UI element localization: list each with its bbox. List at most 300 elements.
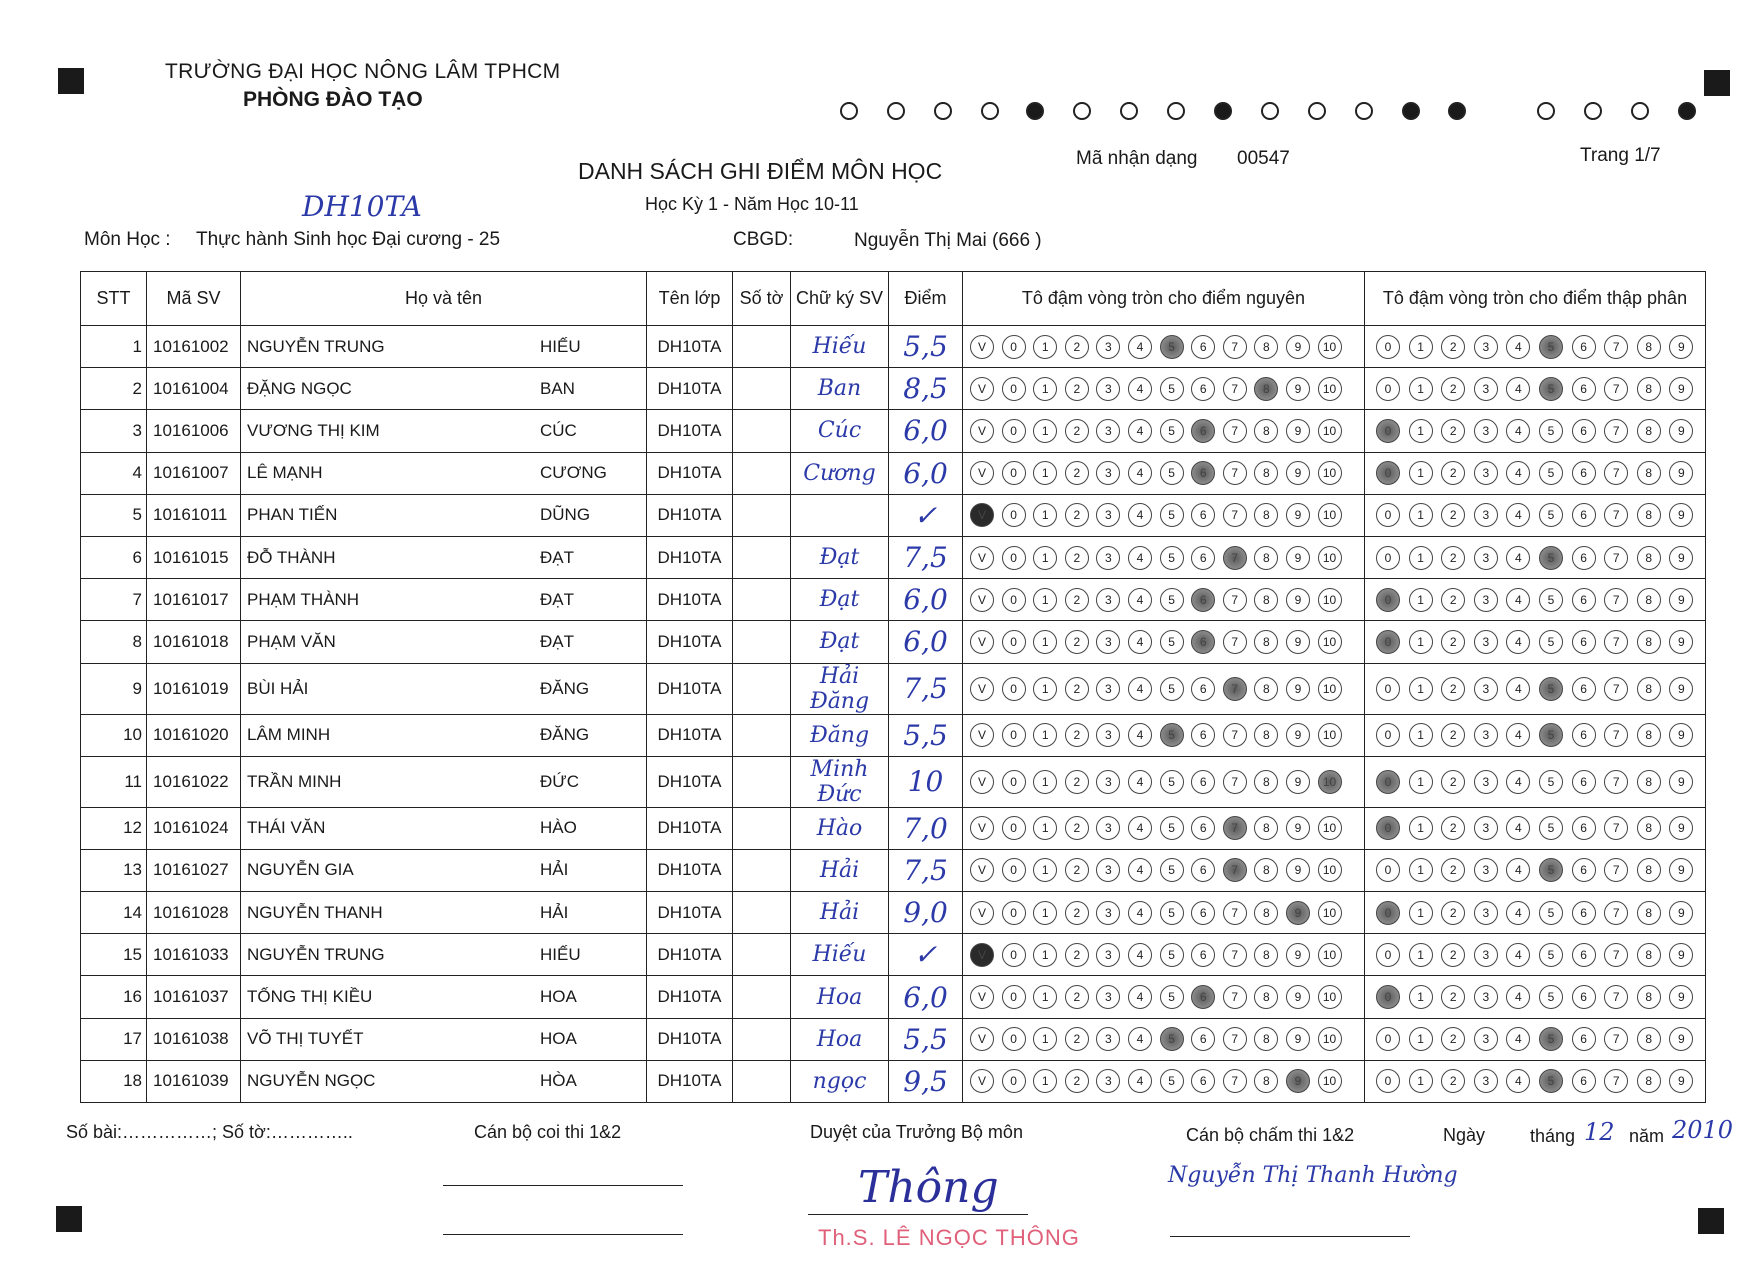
integer-bubble-5[interactable]: 5: [1160, 723, 1184, 747]
integer-bubble-6[interactable]: 6: [1191, 461, 1215, 485]
integer-bubble-5[interactable]: 5: [1160, 377, 1184, 401]
integer-bubble-5[interactable]: 5: [1160, 677, 1184, 701]
decimal-bubble-4[interactable]: 4: [1506, 335, 1530, 359]
integer-bubble-V[interactable]: V: [970, 901, 994, 925]
integer-bubble-10[interactable]: 10: [1318, 901, 1342, 925]
integer-bubble-3[interactable]: 3: [1096, 377, 1120, 401]
integer-bubble-7[interactable]: 7: [1223, 335, 1247, 359]
decimal-bubble-8[interactable]: 8: [1637, 723, 1661, 747]
integer-bubble-5[interactable]: 5: [1160, 1027, 1184, 1051]
decimal-bubble-1[interactable]: 1: [1409, 1027, 1433, 1051]
integer-bubble-4[interactable]: 4: [1128, 546, 1152, 570]
integer-bubble-6[interactable]: 6: [1191, 858, 1215, 882]
decimal-bubble-5[interactable]: 5: [1539, 985, 1563, 1009]
decimal-bubble-5[interactable]: 5: [1539, 588, 1563, 612]
decimal-bubble-1[interactable]: 1: [1409, 677, 1433, 701]
decimal-bubble-7[interactable]: 7: [1604, 770, 1628, 794]
decimal-bubble-4[interactable]: 4: [1506, 588, 1530, 612]
integer-bubble-7[interactable]: 7: [1223, 677, 1247, 701]
decimal-bubble-9[interactable]: 9: [1669, 461, 1693, 485]
integer-bubble-2[interactable]: 2: [1065, 335, 1089, 359]
decimal-bubble-8[interactable]: 8: [1637, 335, 1661, 359]
decimal-bubble-5[interactable]: 5: [1539, 858, 1563, 882]
decimal-bubble-0[interactable]: 0: [1376, 588, 1400, 612]
decimal-bubble-0[interactable]: 0: [1376, 943, 1400, 967]
integer-bubble-8[interactable]: 8: [1254, 901, 1278, 925]
decimal-bubble-7[interactable]: 7: [1604, 377, 1628, 401]
decimal-bubble-3[interactable]: 3: [1474, 985, 1498, 1009]
integer-bubble-2[interactable]: 2: [1065, 546, 1089, 570]
integer-bubble-7[interactable]: 7: [1223, 419, 1247, 443]
decimal-bubble-4[interactable]: 4: [1506, 677, 1530, 701]
decimal-bubble-9[interactable]: 9: [1669, 858, 1693, 882]
integer-bubble-0[interactable]: 0: [1002, 677, 1026, 701]
integer-bubble-V[interactable]: V: [970, 377, 994, 401]
integer-bubble-5[interactable]: 5: [1160, 770, 1184, 794]
decimal-bubble-1[interactable]: 1: [1409, 901, 1433, 925]
integer-bubble-7[interactable]: 7: [1223, 503, 1247, 527]
decimal-bubble-2[interactable]: 2: [1441, 546, 1465, 570]
integer-bubble-0[interactable]: 0: [1002, 546, 1026, 570]
integer-bubble-3[interactable]: 3: [1096, 503, 1120, 527]
decimal-bubble-0[interactable]: 0: [1376, 630, 1400, 654]
decimal-bubble-9[interactable]: 9: [1669, 419, 1693, 443]
integer-bubble-2[interactable]: 2: [1065, 461, 1089, 485]
integer-bubble-2[interactable]: 2: [1065, 723, 1089, 747]
integer-bubble-7[interactable]: 7: [1223, 588, 1247, 612]
decimal-bubble-3[interactable]: 3: [1474, 377, 1498, 401]
decimal-bubble-5[interactable]: 5: [1539, 1069, 1563, 1093]
decimal-bubble-0[interactable]: 0: [1376, 503, 1400, 527]
integer-bubble-2[interactable]: 2: [1065, 858, 1089, 882]
integer-bubble-5[interactable]: 5: [1160, 419, 1184, 443]
decimal-bubble-7[interactable]: 7: [1604, 461, 1628, 485]
decimal-bubble-8[interactable]: 8: [1637, 943, 1661, 967]
decimal-bubble-1[interactable]: 1: [1409, 503, 1433, 527]
integer-bubble-8[interactable]: 8: [1254, 335, 1278, 359]
decimal-bubble-7[interactable]: 7: [1604, 546, 1628, 570]
integer-bubble-6[interactable]: 6: [1191, 677, 1215, 701]
decimal-bubble-7[interactable]: 7: [1604, 588, 1628, 612]
integer-bubble-7[interactable]: 7: [1223, 461, 1247, 485]
decimal-bubble-4[interactable]: 4: [1506, 858, 1530, 882]
integer-bubble-10[interactable]: 10: [1318, 1069, 1342, 1093]
integer-bubble-5[interactable]: 5: [1160, 630, 1184, 654]
decimal-bubble-8[interactable]: 8: [1637, 588, 1661, 612]
decimal-bubble-3[interactable]: 3: [1474, 770, 1498, 794]
decimal-bubble-1[interactable]: 1: [1409, 461, 1433, 485]
integer-bubble-6[interactable]: 6: [1191, 943, 1215, 967]
integer-bubble-2[interactable]: 2: [1065, 816, 1089, 840]
decimal-bubble-0[interactable]: 0: [1376, 901, 1400, 925]
integer-bubble-5[interactable]: 5: [1160, 1069, 1184, 1093]
integer-bubble-V[interactable]: V: [970, 723, 994, 747]
integer-bubble-0[interactable]: 0: [1002, 377, 1026, 401]
decimal-bubble-3[interactable]: 3: [1474, 943, 1498, 967]
decimal-bubble-3[interactable]: 3: [1474, 419, 1498, 443]
decimal-bubble-3[interactable]: 3: [1474, 1069, 1498, 1093]
integer-bubble-3[interactable]: 3: [1096, 723, 1120, 747]
integer-bubble-8[interactable]: 8: [1254, 723, 1278, 747]
integer-bubble-V[interactable]: V: [970, 1069, 994, 1093]
integer-bubble-V[interactable]: V: [970, 503, 994, 527]
integer-bubble-4[interactable]: 4: [1128, 377, 1152, 401]
decimal-bubble-3[interactable]: 3: [1474, 503, 1498, 527]
integer-bubble-2[interactable]: 2: [1065, 588, 1089, 612]
decimal-bubble-2[interactable]: 2: [1441, 770, 1465, 794]
decimal-bubble-9[interactable]: 9: [1669, 588, 1693, 612]
integer-bubble-2[interactable]: 2: [1065, 943, 1089, 967]
integer-bubble-3[interactable]: 3: [1096, 901, 1120, 925]
integer-bubble-8[interactable]: 8: [1254, 588, 1278, 612]
decimal-bubble-1[interactable]: 1: [1409, 335, 1433, 359]
decimal-bubble-3[interactable]: 3: [1474, 816, 1498, 840]
decimal-bubble-5[interactable]: 5: [1539, 1027, 1563, 1051]
decimal-bubble-2[interactable]: 2: [1441, 630, 1465, 654]
integer-bubble-V[interactable]: V: [970, 335, 994, 359]
decimal-bubble-3[interactable]: 3: [1474, 858, 1498, 882]
integer-bubble-3[interactable]: 3: [1096, 461, 1120, 485]
decimal-bubble-8[interactable]: 8: [1637, 461, 1661, 485]
integer-bubble-9[interactable]: 9: [1286, 419, 1310, 443]
integer-bubble-1[interactable]: 1: [1033, 723, 1057, 747]
integer-bubble-2[interactable]: 2: [1065, 770, 1089, 794]
integer-bubble-7[interactable]: 7: [1223, 943, 1247, 967]
integer-bubble-8[interactable]: 8: [1254, 943, 1278, 967]
decimal-bubble-7[interactable]: 7: [1604, 1069, 1628, 1093]
integer-bubble-3[interactable]: 3: [1096, 1027, 1120, 1051]
integer-bubble-7[interactable]: 7: [1223, 985, 1247, 1009]
integer-bubble-1[interactable]: 1: [1033, 377, 1057, 401]
integer-bubble-0[interactable]: 0: [1002, 419, 1026, 443]
integer-bubble-0[interactable]: 0: [1002, 1027, 1026, 1051]
integer-bubble-5[interactable]: 5: [1160, 901, 1184, 925]
decimal-bubble-2[interactable]: 2: [1441, 419, 1465, 443]
integer-bubble-0[interactable]: 0: [1002, 461, 1026, 485]
integer-bubble-2[interactable]: 2: [1065, 503, 1089, 527]
decimal-bubble-3[interactable]: 3: [1474, 588, 1498, 612]
integer-bubble-3[interactable]: 3: [1096, 419, 1120, 443]
integer-bubble-8[interactable]: 8: [1254, 503, 1278, 527]
decimal-bubble-9[interactable]: 9: [1669, 943, 1693, 967]
integer-bubble-0[interactable]: 0: [1002, 816, 1026, 840]
decimal-bubble-6[interactable]: 6: [1572, 723, 1596, 747]
integer-bubble-6[interactable]: 6: [1191, 770, 1215, 794]
integer-bubble-V[interactable]: V: [970, 985, 994, 1009]
decimal-bubble-2[interactable]: 2: [1441, 985, 1465, 1009]
integer-bubble-10[interactable]: 10: [1318, 546, 1342, 570]
integer-bubble-V[interactable]: V: [970, 943, 994, 967]
decimal-bubble-2[interactable]: 2: [1441, 943, 1465, 967]
decimal-bubble-4[interactable]: 4: [1506, 816, 1530, 840]
decimal-bubble-4[interactable]: 4: [1506, 419, 1530, 443]
decimal-bubble-4[interactable]: 4: [1506, 630, 1530, 654]
integer-bubble-9[interactable]: 9: [1286, 630, 1310, 654]
decimal-bubble-9[interactable]: 9: [1669, 770, 1693, 794]
decimal-bubble-2[interactable]: 2: [1441, 1027, 1465, 1051]
decimal-bubble-0[interactable]: 0: [1376, 461, 1400, 485]
decimal-bubble-0[interactable]: 0: [1376, 677, 1400, 701]
integer-bubble-6[interactable]: 6: [1191, 985, 1215, 1009]
decimal-bubble-7[interactable]: 7: [1604, 816, 1628, 840]
decimal-bubble-9[interactable]: 9: [1669, 901, 1693, 925]
integer-bubble-1[interactable]: 1: [1033, 546, 1057, 570]
integer-bubble-V[interactable]: V: [970, 816, 994, 840]
integer-bubble-5[interactable]: 5: [1160, 546, 1184, 570]
decimal-bubble-6[interactable]: 6: [1572, 770, 1596, 794]
integer-bubble-V[interactable]: V: [970, 770, 994, 794]
integer-bubble-4[interactable]: 4: [1128, 588, 1152, 612]
integer-bubble-1[interactable]: 1: [1033, 770, 1057, 794]
integer-bubble-6[interactable]: 6: [1191, 630, 1215, 654]
integer-bubble-2[interactable]: 2: [1065, 630, 1089, 654]
integer-bubble-10[interactable]: 10: [1318, 677, 1342, 701]
integer-bubble-9[interactable]: 9: [1286, 1069, 1310, 1093]
decimal-bubble-6[interactable]: 6: [1572, 985, 1596, 1009]
integer-bubble-2[interactable]: 2: [1065, 1069, 1089, 1093]
integer-bubble-4[interactable]: 4: [1128, 1027, 1152, 1051]
integer-bubble-3[interactable]: 3: [1096, 546, 1120, 570]
decimal-bubble-8[interactable]: 8: [1637, 377, 1661, 401]
decimal-bubble-3[interactable]: 3: [1474, 335, 1498, 359]
integer-bubble-9[interactable]: 9: [1286, 858, 1310, 882]
integer-bubble-10[interactable]: 10: [1318, 816, 1342, 840]
integer-bubble-V[interactable]: V: [970, 630, 994, 654]
integer-bubble-2[interactable]: 2: [1065, 419, 1089, 443]
decimal-bubble-9[interactable]: 9: [1669, 816, 1693, 840]
integer-bubble-5[interactable]: 5: [1160, 503, 1184, 527]
integer-bubble-6[interactable]: 6: [1191, 901, 1215, 925]
integer-bubble-4[interactable]: 4: [1128, 985, 1152, 1009]
integer-bubble-5[interactable]: 5: [1160, 943, 1184, 967]
decimal-bubble-8[interactable]: 8: [1637, 503, 1661, 527]
decimal-bubble-6[interactable]: 6: [1572, 1069, 1596, 1093]
decimal-bubble-7[interactable]: 7: [1604, 901, 1628, 925]
integer-bubble-3[interactable]: 3: [1096, 816, 1120, 840]
integer-bubble-1[interactable]: 1: [1033, 503, 1057, 527]
decimal-bubble-3[interactable]: 3: [1474, 901, 1498, 925]
decimal-bubble-5[interactable]: 5: [1539, 630, 1563, 654]
decimal-bubble-6[interactable]: 6: [1572, 858, 1596, 882]
integer-bubble-4[interactable]: 4: [1128, 461, 1152, 485]
decimal-bubble-3[interactable]: 3: [1474, 677, 1498, 701]
decimal-bubble-8[interactable]: 8: [1637, 630, 1661, 654]
decimal-bubble-1[interactable]: 1: [1409, 588, 1433, 612]
decimal-bubble-2[interactable]: 2: [1441, 335, 1465, 359]
decimal-bubble-7[interactable]: 7: [1604, 503, 1628, 527]
integer-bubble-V[interactable]: V: [970, 461, 994, 485]
integer-bubble-4[interactable]: 4: [1128, 723, 1152, 747]
decimal-bubble-2[interactable]: 2: [1441, 1069, 1465, 1093]
integer-bubble-0[interactable]: 0: [1002, 858, 1026, 882]
integer-bubble-9[interactable]: 9: [1286, 377, 1310, 401]
decimal-bubble-5[interactable]: 5: [1539, 335, 1563, 359]
integer-bubble-1[interactable]: 1: [1033, 630, 1057, 654]
decimal-bubble-3[interactable]: 3: [1474, 546, 1498, 570]
decimal-bubble-6[interactable]: 6: [1572, 1027, 1596, 1051]
integer-bubble-8[interactable]: 8: [1254, 1027, 1278, 1051]
integer-bubble-10[interactable]: 10: [1318, 377, 1342, 401]
integer-bubble-3[interactable]: 3: [1096, 943, 1120, 967]
integer-bubble-7[interactable]: 7: [1223, 858, 1247, 882]
integer-bubble-V[interactable]: V: [970, 546, 994, 570]
decimal-bubble-2[interactable]: 2: [1441, 461, 1465, 485]
decimal-bubble-1[interactable]: 1: [1409, 770, 1433, 794]
integer-bubble-5[interactable]: 5: [1160, 816, 1184, 840]
decimal-bubble-3[interactable]: 3: [1474, 723, 1498, 747]
integer-bubble-4[interactable]: 4: [1128, 901, 1152, 925]
integer-bubble-V[interactable]: V: [970, 588, 994, 612]
decimal-bubble-1[interactable]: 1: [1409, 985, 1433, 1009]
integer-bubble-7[interactable]: 7: [1223, 630, 1247, 654]
integer-bubble-8[interactable]: 8: [1254, 770, 1278, 794]
decimal-bubble-8[interactable]: 8: [1637, 858, 1661, 882]
decimal-bubble-9[interactable]: 9: [1669, 1069, 1693, 1093]
integer-bubble-0[interactable]: 0: [1002, 985, 1026, 1009]
integer-bubble-9[interactable]: 9: [1286, 770, 1310, 794]
integer-bubble-6[interactable]: 6: [1191, 335, 1215, 359]
decimal-bubble-9[interactable]: 9: [1669, 377, 1693, 401]
decimal-bubble-7[interactable]: 7: [1604, 1027, 1628, 1051]
decimal-bubble-6[interactable]: 6: [1572, 816, 1596, 840]
integer-bubble-3[interactable]: 3: [1096, 335, 1120, 359]
integer-bubble-7[interactable]: 7: [1223, 1069, 1247, 1093]
decimal-bubble-1[interactable]: 1: [1409, 1069, 1433, 1093]
integer-bubble-1[interactable]: 1: [1033, 1069, 1057, 1093]
integer-bubble-6[interactable]: 6: [1191, 546, 1215, 570]
integer-bubble-8[interactable]: 8: [1254, 546, 1278, 570]
integer-bubble-0[interactable]: 0: [1002, 503, 1026, 527]
integer-bubble-9[interactable]: 9: [1286, 546, 1310, 570]
integer-bubble-4[interactable]: 4: [1128, 943, 1152, 967]
integer-bubble-9[interactable]: 9: [1286, 985, 1310, 1009]
decimal-bubble-7[interactable]: 7: [1604, 335, 1628, 359]
integer-bubble-1[interactable]: 1: [1033, 461, 1057, 485]
decimal-bubble-5[interactable]: 5: [1539, 503, 1563, 527]
decimal-bubble-4[interactable]: 4: [1506, 1027, 1530, 1051]
integer-bubble-1[interactable]: 1: [1033, 985, 1057, 1009]
integer-bubble-9[interactable]: 9: [1286, 943, 1310, 967]
decimal-bubble-3[interactable]: 3: [1474, 630, 1498, 654]
decimal-bubble-9[interactable]: 9: [1669, 503, 1693, 527]
integer-bubble-9[interactable]: 9: [1286, 335, 1310, 359]
integer-bubble-4[interactable]: 4: [1128, 1069, 1152, 1093]
integer-bubble-7[interactable]: 7: [1223, 770, 1247, 794]
decimal-bubble-5[interactable]: 5: [1539, 723, 1563, 747]
decimal-bubble-4[interactable]: 4: [1506, 377, 1530, 401]
integer-bubble-4[interactable]: 4: [1128, 503, 1152, 527]
integer-bubble-7[interactable]: 7: [1223, 546, 1247, 570]
decimal-bubble-0[interactable]: 0: [1376, 723, 1400, 747]
decimal-bubble-4[interactable]: 4: [1506, 723, 1530, 747]
integer-bubble-6[interactable]: 6: [1191, 419, 1215, 443]
decimal-bubble-6[interactable]: 6: [1572, 503, 1596, 527]
decimal-bubble-0[interactable]: 0: [1376, 858, 1400, 882]
integer-bubble-7[interactable]: 7: [1223, 816, 1247, 840]
decimal-bubble-3[interactable]: 3: [1474, 1027, 1498, 1051]
decimal-bubble-4[interactable]: 4: [1506, 461, 1530, 485]
integer-bubble-6[interactable]: 6: [1191, 1027, 1215, 1051]
integer-bubble-9[interactable]: 9: [1286, 461, 1310, 485]
integer-bubble-1[interactable]: 1: [1033, 677, 1057, 701]
decimal-bubble-0[interactable]: 0: [1376, 335, 1400, 359]
decimal-bubble-5[interactable]: 5: [1539, 770, 1563, 794]
decimal-bubble-9[interactable]: 9: [1669, 630, 1693, 654]
integer-bubble-4[interactable]: 4: [1128, 816, 1152, 840]
integer-bubble-6[interactable]: 6: [1191, 588, 1215, 612]
decimal-bubble-7[interactable]: 7: [1604, 943, 1628, 967]
integer-bubble-0[interactable]: 0: [1002, 943, 1026, 967]
integer-bubble-2[interactable]: 2: [1065, 901, 1089, 925]
integer-bubble-1[interactable]: 1: [1033, 858, 1057, 882]
integer-bubble-1[interactable]: 1: [1033, 1027, 1057, 1051]
decimal-bubble-2[interactable]: 2: [1441, 677, 1465, 701]
decimal-bubble-9[interactable]: 9: [1669, 677, 1693, 701]
decimal-bubble-7[interactable]: 7: [1604, 858, 1628, 882]
decimal-bubble-9[interactable]: 9: [1669, 985, 1693, 1009]
decimal-bubble-9[interactable]: 9: [1669, 723, 1693, 747]
integer-bubble-10[interactable]: 10: [1318, 770, 1342, 794]
integer-bubble-2[interactable]: 2: [1065, 377, 1089, 401]
integer-bubble-9[interactable]: 9: [1286, 588, 1310, 612]
decimal-bubble-6[interactable]: 6: [1572, 677, 1596, 701]
integer-bubble-4[interactable]: 4: [1128, 770, 1152, 794]
decimal-bubble-0[interactable]: 0: [1376, 377, 1400, 401]
decimal-bubble-6[interactable]: 6: [1572, 901, 1596, 925]
integer-bubble-10[interactable]: 10: [1318, 723, 1342, 747]
decimal-bubble-6[interactable]: 6: [1572, 461, 1596, 485]
decimal-bubble-5[interactable]: 5: [1539, 677, 1563, 701]
decimal-bubble-4[interactable]: 4: [1506, 985, 1530, 1009]
decimal-bubble-0[interactable]: 0: [1376, 770, 1400, 794]
integer-bubble-10[interactable]: 10: [1318, 943, 1342, 967]
integer-bubble-4[interactable]: 4: [1128, 858, 1152, 882]
decimal-bubble-2[interactable]: 2: [1441, 377, 1465, 401]
decimal-bubble-4[interactable]: 4: [1506, 1069, 1530, 1093]
decimal-bubble-8[interactable]: 8: [1637, 770, 1661, 794]
integer-bubble-3[interactable]: 3: [1096, 630, 1120, 654]
decimal-bubble-8[interactable]: 8: [1637, 1069, 1661, 1093]
integer-bubble-6[interactable]: 6: [1191, 816, 1215, 840]
decimal-bubble-0[interactable]: 0: [1376, 985, 1400, 1009]
decimal-bubble-7[interactable]: 7: [1604, 677, 1628, 701]
decimal-bubble-7[interactable]: 7: [1604, 419, 1628, 443]
integer-bubble-V[interactable]: V: [970, 858, 994, 882]
integer-bubble-9[interactable]: 9: [1286, 816, 1310, 840]
integer-bubble-7[interactable]: 7: [1223, 723, 1247, 747]
decimal-bubble-5[interactable]: 5: [1539, 901, 1563, 925]
decimal-bubble-4[interactable]: 4: [1506, 546, 1530, 570]
integer-bubble-0[interactable]: 0: [1002, 901, 1026, 925]
decimal-bubble-0[interactable]: 0: [1376, 816, 1400, 840]
integer-bubble-3[interactable]: 3: [1096, 588, 1120, 612]
integer-bubble-10[interactable]: 10: [1318, 630, 1342, 654]
integer-bubble-10[interactable]: 10: [1318, 335, 1342, 359]
decimal-bubble-3[interactable]: 3: [1474, 461, 1498, 485]
decimal-bubble-8[interactable]: 8: [1637, 985, 1661, 1009]
integer-bubble-1[interactable]: 1: [1033, 816, 1057, 840]
decimal-bubble-0[interactable]: 0: [1376, 419, 1400, 443]
integer-bubble-3[interactable]: 3: [1096, 858, 1120, 882]
decimal-bubble-2[interactable]: 2: [1441, 723, 1465, 747]
integer-bubble-1[interactable]: 1: [1033, 335, 1057, 359]
integer-bubble-5[interactable]: 5: [1160, 461, 1184, 485]
integer-bubble-10[interactable]: 10: [1318, 503, 1342, 527]
integer-bubble-1[interactable]: 1: [1033, 419, 1057, 443]
decimal-bubble-0[interactable]: 0: [1376, 1069, 1400, 1093]
integer-bubble-2[interactable]: 2: [1065, 1027, 1089, 1051]
decimal-bubble-1[interactable]: 1: [1409, 630, 1433, 654]
